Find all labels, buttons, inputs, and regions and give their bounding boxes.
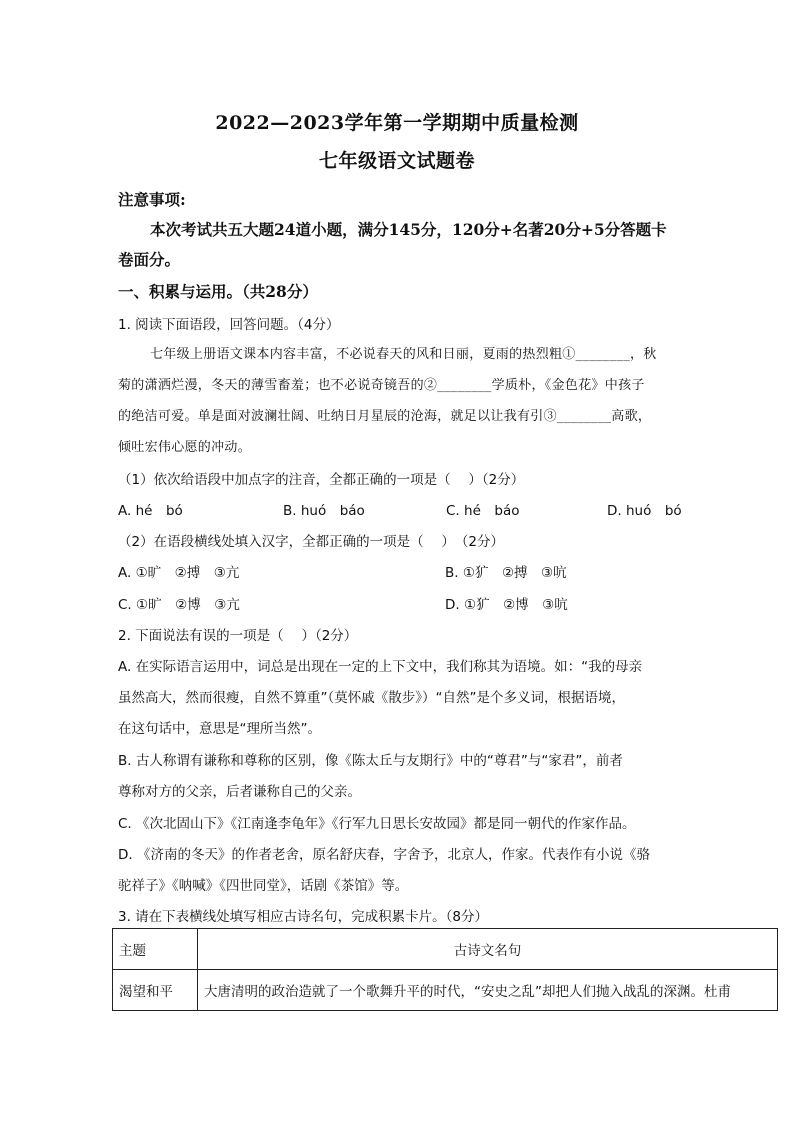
- table-header-row: [113, 929, 778, 970]
- exam-subtitle: 七年级语文试题卷: [318, 150, 475, 172]
- q2-option-b-line2: 尊称对方的父亲，后者谦称自己的父亲。: [118, 784, 361, 800]
- q1-sub1-option-d: D. huó bó: [607, 503, 682, 519]
- accumulation-card-table: [112, 928, 778, 1011]
- exam-title: 2022—2023学年第一学期期中质量检测: [215, 112, 579, 134]
- q2-option-c: C. 《次北固山下》《江南逢李龟年》《行军九日思长安故园》都是同一朝代的作家作品。: [118, 816, 636, 832]
- table-cell-text: 大唐清明的政治造就了一个歌舞升平的时代，“安史之乱”却把人们抛入战乱的深渊。杜甫: [198, 970, 778, 1011]
- notice-heading: 注意事项:: [118, 190, 186, 209]
- section1-heading: 一、积累与运用。（共28分）: [118, 282, 318, 301]
- notice-body-line1: 本次考试共五大题24道小题，满分145分，120分+名著20分+5分答题卡: [150, 220, 667, 239]
- notice-body-line2: 卷面分。: [118, 250, 181, 269]
- q1-passage-line3: 的绝洁可爱。单是面对波澜壮阔、吐纳日月星辰的沧海，就足以让我有引③________高歌，: [118, 409, 652, 424]
- q1-sub1-option-b: B. huó báo: [283, 503, 365, 519]
- q1-sub1-option-a: A. hé bó: [118, 503, 183, 519]
- q1-sub1-option-c: C. hé báo: [446, 503, 520, 519]
- q2-option-a-line3: 在这句话中，意思是“理所当然”。: [118, 721, 321, 737]
- q2-stem: 2. 下面说法有误的一项是（ ）（2分）: [118, 628, 358, 644]
- q2-option-d-line2: 驼祥子》《呐喊》《四世同堂》，话剧《茶馆》等。: [118, 878, 409, 894]
- q1-sub2-stem: （2）在语段横线处填入汉字，全都正确的一项是（ ） （2分）: [118, 534, 504, 550]
- q2-option-a-line1: A. 在实际语言运用中，词总是出现在一定的上下文中，我们称其为语境。如：“我的母亲: [118, 659, 643, 675]
- table-row: [113, 970, 778, 1011]
- q1-passage-line1: 七年级上册语文课本内容丰富，不必说春天的风和日丽，夏雨的热烈粗①________，秋: [150, 347, 657, 362]
- q1-passage-line4: 倾吐宏伟心愿的冲动。: [118, 440, 252, 455]
- q1-stem: 1. 阅读下面语段，回答问题。（4分）: [118, 317, 340, 333]
- q1-sub2-option-a: A. ①旷 ②搏 ③亢: [118, 565, 240, 581]
- q1-passage-line2: 菊的潇洒烂漫，冬天的薄雪畜羞；也不必说奇镜吾的②________学质朴，《金色花》中孩子: [118, 378, 645, 393]
- table-cell-theme: 渴望和平: [113, 970, 198, 1011]
- q2-option-d-line1: D. 《济南的冬天》的作者老舍，原名舒庆春，字舍予，北京人，作家。代表作有小说《骆: [118, 847, 650, 863]
- q1-sub2-option-d: D. ①犷 ②博 ③吭: [445, 597, 568, 613]
- q2-option-b-line1: B. 古人称谓有谦称和尊称的区别，像《陈太丘与友期行》中的“尊君”与“家君”，前者: [118, 753, 623, 769]
- q2-option-a-line2: 虽然高大，然而很瘦，自然不算重”（莫怀戚《散步》）“自然”是个多义词，根据语境，: [118, 690, 625, 706]
- q1-sub1-stem: （1）依次给语段中加点字的注音，全都正确的一项是（ ）（2分）: [118, 472, 525, 488]
- table-header-quotes: 古诗文名句: [198, 929, 778, 970]
- q1-sub2-option-b: B. ①犷 ②搏 ③吭: [445, 565, 567, 581]
- q1-sub2-option-c: C. ①旷 ②博 ③亢: [118, 597, 240, 613]
- table-header-theme: 主题: [113, 929, 198, 970]
- q3-stem: 3. 请在下表横线处填写相应古诗名句，完成积累卡片。（8分）: [118, 909, 489, 925]
